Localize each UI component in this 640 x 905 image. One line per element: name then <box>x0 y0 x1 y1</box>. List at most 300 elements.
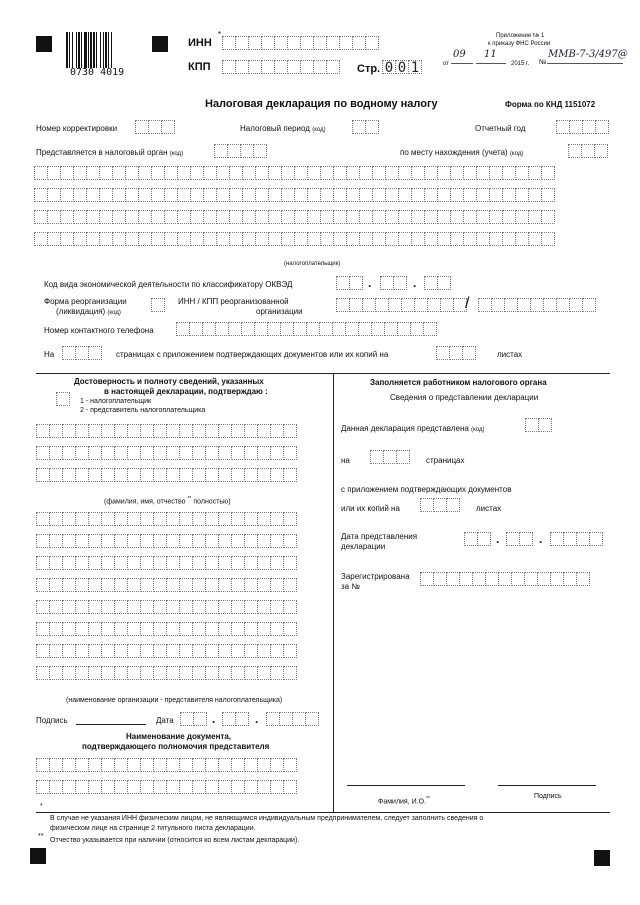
input-cell[interactable] <box>320 188 334 202</box>
input-cell[interactable] <box>179 600 193 614</box>
input-cell[interactable] <box>594 144 608 158</box>
input-cell[interactable] <box>589 532 603 546</box>
input-cell[interactable] <box>446 572 460 586</box>
input-cell[interactable] <box>34 166 48 180</box>
input-cell[interactable] <box>283 556 297 570</box>
input-cell[interactable] <box>280 322 294 336</box>
input-cell[interactable] <box>49 578 63 592</box>
input-cell[interactable] <box>114 556 128 570</box>
input-cell[interactable] <box>231 446 245 460</box>
input-cell[interactable] <box>268 166 282 180</box>
input-cell[interactable] <box>164 232 178 246</box>
input-cell[interactable] <box>99 188 113 202</box>
input-cell[interactable] <box>352 120 366 134</box>
input-cell[interactable] <box>161 120 175 134</box>
input-cell[interactable] <box>459 572 473 586</box>
input-cell[interactable] <box>218 446 232 460</box>
input-cell[interactable] <box>203 210 217 224</box>
input-cell[interactable] <box>489 166 503 180</box>
input-cell[interactable] <box>393 276 407 290</box>
input-cell[interactable] <box>279 712 293 726</box>
input-cell[interactable] <box>375 298 389 312</box>
input-cell[interactable] <box>49 644 63 658</box>
input-cell[interactable] <box>261 36 275 50</box>
input-cell[interactable] <box>179 622 193 636</box>
input-cell[interactable] <box>205 512 219 526</box>
input-cell[interactable] <box>140 600 154 614</box>
presented-code-cells[interactable] <box>525 418 551 432</box>
input-cell[interactable] <box>255 210 269 224</box>
input-cell[interactable] <box>36 780 50 794</box>
input-cell[interactable] <box>49 446 63 460</box>
input-cell[interactable] <box>127 600 141 614</box>
input-cell[interactable] <box>62 512 76 526</box>
org-row[interactable] <box>36 666 296 680</box>
input-cell[interactable] <box>218 644 232 658</box>
input-cell[interactable] <box>135 120 149 134</box>
input-cell[interactable] <box>62 780 76 794</box>
input-cell[interactable] <box>372 166 386 180</box>
reorg-form-cell[interactable] <box>151 298 164 312</box>
input-cell[interactable] <box>179 578 193 592</box>
input-cell[interactable] <box>244 644 258 658</box>
input-cell[interactable] <box>114 600 128 614</box>
input-cell[interactable] <box>166 780 180 794</box>
input-cell[interactable] <box>515 232 529 246</box>
input-cell[interactable] <box>101 468 115 482</box>
input-cell[interactable] <box>462 346 476 360</box>
input-cell[interactable] <box>179 424 193 438</box>
input-cell[interactable] <box>151 232 165 246</box>
input-cell[interactable] <box>257 512 271 526</box>
input-cell[interactable] <box>36 556 50 570</box>
input-cell[interactable] <box>476 188 490 202</box>
input-cell[interactable] <box>101 666 115 680</box>
input-cell[interactable] <box>433 498 447 512</box>
input-cell[interactable] <box>300 36 314 50</box>
input-cell[interactable] <box>270 534 284 548</box>
input-cell[interactable] <box>166 424 180 438</box>
input-cell[interactable] <box>242 188 256 202</box>
input-cell[interactable] <box>270 622 284 636</box>
input-cell[interactable] <box>49 758 63 772</box>
input-cell[interactable] <box>396 450 410 464</box>
okved-cells-1[interactable] <box>336 276 362 290</box>
org-row[interactable] <box>36 556 296 570</box>
input-cell[interactable] <box>528 232 542 246</box>
input-cell[interactable] <box>205 534 219 548</box>
input-cell[interactable] <box>411 166 425 180</box>
input-cell[interactable] <box>114 468 128 482</box>
input-cell[interactable] <box>385 188 399 202</box>
input-cell[interactable] <box>214 144 228 158</box>
input-cell[interactable] <box>515 188 529 202</box>
input-cell[interactable] <box>270 424 284 438</box>
input-cell[interactable] <box>424 188 438 202</box>
input-cell[interactable] <box>372 210 386 224</box>
input-cell[interactable] <box>216 188 230 202</box>
input-cell[interactable] <box>358 322 372 336</box>
input-cell[interactable] <box>504 298 518 312</box>
input-cell[interactable] <box>541 210 555 224</box>
input-cell[interactable] <box>229 166 243 180</box>
input-cell[interactable] <box>424 232 438 246</box>
input-cell[interactable] <box>257 666 271 680</box>
input-cell[interactable] <box>541 232 555 246</box>
input-cell[interactable] <box>346 188 360 202</box>
input-cell[interactable] <box>101 446 115 460</box>
input-cell[interactable] <box>515 166 529 180</box>
sign-date-month[interactable] <box>222 712 248 726</box>
input-cell[interactable] <box>231 512 245 526</box>
input-cell[interactable] <box>359 166 373 180</box>
input-cell[interactable] <box>333 210 347 224</box>
input-cell[interactable] <box>420 498 434 512</box>
input-cell[interactable] <box>62 424 76 438</box>
input-cell[interactable] <box>114 780 128 794</box>
input-cell[interactable] <box>235 36 249 50</box>
input-cell[interactable] <box>114 666 128 680</box>
input-cell[interactable] <box>383 450 397 464</box>
input-cell[interactable] <box>424 166 438 180</box>
input-cell[interactable] <box>244 622 258 636</box>
input-cell[interactable] <box>506 532 520 546</box>
input-cell[interactable] <box>242 232 256 246</box>
input-cell[interactable] <box>112 188 126 202</box>
input-cell[interactable] <box>433 572 447 586</box>
input-cell[interactable] <box>205 758 219 772</box>
input-cell[interactable] <box>437 188 451 202</box>
input-cell[interactable] <box>307 232 321 246</box>
input-cell[interactable] <box>140 578 154 592</box>
org-row[interactable] <box>36 600 296 614</box>
input-cell[interactable] <box>88 578 102 592</box>
input-cell[interactable] <box>268 188 282 202</box>
input-cell[interactable] <box>476 210 490 224</box>
input-cell[interactable] <box>333 188 347 202</box>
input-cell[interactable] <box>244 446 258 460</box>
input-cell[interactable] <box>270 758 284 772</box>
input-cell[interactable] <box>231 666 245 680</box>
input-cell[interactable] <box>257 556 271 570</box>
input-cell[interactable] <box>192 780 206 794</box>
input-cell[interactable] <box>101 578 115 592</box>
input-cell[interactable] <box>216 166 230 180</box>
input-cell[interactable] <box>270 666 284 680</box>
input-cell[interactable] <box>345 322 359 336</box>
input-cell[interactable] <box>411 232 425 246</box>
input-cell[interactable] <box>140 644 154 658</box>
input-cell[interactable] <box>88 644 102 658</box>
input-cell[interactable] <box>101 622 115 636</box>
input-cell[interactable] <box>437 166 451 180</box>
input-cell[interactable] <box>125 166 139 180</box>
okved-cells-3[interactable] <box>424 276 450 290</box>
input-cell[interactable] <box>568 144 582 158</box>
input-cell[interactable] <box>166 666 180 680</box>
input-cell[interactable] <box>319 322 333 336</box>
input-cell[interactable] <box>463 232 477 246</box>
input-cell[interactable] <box>138 188 152 202</box>
input-cell[interactable] <box>320 166 334 180</box>
input-cell[interactable] <box>218 780 232 794</box>
kpp-input-cells[interactable] <box>222 60 339 74</box>
input-cell[interactable] <box>270 578 284 592</box>
input-cell[interactable] <box>294 232 308 246</box>
input-cell[interactable] <box>192 578 206 592</box>
input-cell[interactable] <box>320 210 334 224</box>
input-cell[interactable] <box>423 322 437 336</box>
pages-count-cells[interactable] <box>62 346 101 360</box>
input-cell[interactable] <box>62 346 76 360</box>
input-cell[interactable] <box>424 210 438 224</box>
input-cell[interactable] <box>140 534 154 548</box>
input-cell[interactable] <box>75 556 89 570</box>
org-row[interactable] <box>36 644 296 658</box>
input-cell[interactable] <box>205 578 219 592</box>
input-cell[interactable] <box>101 600 115 614</box>
input-cell[interactable] <box>153 666 167 680</box>
input-cell[interactable] <box>166 622 180 636</box>
input-cell[interactable] <box>166 758 180 772</box>
input-cell[interactable] <box>218 578 232 592</box>
input-cell[interactable] <box>476 232 490 246</box>
input-cell[interactable] <box>300 60 314 74</box>
input-cell[interactable] <box>192 666 206 680</box>
input-cell[interactable] <box>164 166 178 180</box>
input-cell[interactable] <box>153 446 167 460</box>
input-cell[interactable] <box>339 36 353 50</box>
input-cell[interactable] <box>192 424 206 438</box>
input-cell[interactable] <box>60 210 74 224</box>
right-date-year[interactable] <box>550 532 602 546</box>
input-cell[interactable] <box>541 188 555 202</box>
input-cell[interactable] <box>75 758 89 772</box>
input-cell[interactable] <box>283 468 297 482</box>
input-cell[interactable] <box>177 232 191 246</box>
input-cell[interactable] <box>502 232 516 246</box>
input-cell[interactable] <box>47 210 61 224</box>
input-cell[interactable] <box>151 298 165 312</box>
input-cell[interactable] <box>73 232 87 246</box>
input-cell[interactable] <box>47 232 61 246</box>
input-cell[interactable] <box>34 232 48 246</box>
input-cell[interactable] <box>372 188 386 202</box>
input-cell[interactable] <box>420 572 434 586</box>
input-cell[interactable] <box>205 666 219 680</box>
input-cell[interactable] <box>75 622 89 636</box>
input-cell[interactable] <box>257 622 271 636</box>
officer-fio-line[interactable] <box>347 785 465 786</box>
input-cell[interactable] <box>244 600 258 614</box>
input-cell[interactable] <box>205 600 219 614</box>
input-cell[interactable] <box>229 188 243 202</box>
input-cell[interactable] <box>99 166 113 180</box>
input-cell[interactable] <box>75 446 89 460</box>
input-cell[interactable] <box>153 424 167 438</box>
input-cell[interactable] <box>437 210 451 224</box>
input-cell[interactable] <box>127 512 141 526</box>
input-cell[interactable] <box>437 276 451 290</box>
input-cell[interactable] <box>114 534 128 548</box>
input-cell[interactable] <box>550 572 564 586</box>
input-cell[interactable] <box>336 276 350 290</box>
input-cell[interactable] <box>62 578 76 592</box>
input-cell[interactable] <box>88 534 102 548</box>
input-cell[interactable] <box>498 572 512 586</box>
input-cell[interactable] <box>127 424 141 438</box>
input-cell[interactable] <box>281 210 295 224</box>
input-cell[interactable] <box>177 210 191 224</box>
input-cell[interactable] <box>436 346 450 360</box>
input-cell[interactable] <box>148 120 162 134</box>
input-cell[interactable] <box>34 188 48 202</box>
input-cell[interactable] <box>62 468 76 482</box>
input-cell[interactable] <box>218 534 232 548</box>
input-cell[interactable] <box>88 556 102 570</box>
input-cell[interactable] <box>153 780 167 794</box>
input-cell[interactable] <box>75 346 89 360</box>
input-cell[interactable] <box>49 512 63 526</box>
input-cell[interactable] <box>125 232 139 246</box>
input-cell[interactable] <box>270 644 284 658</box>
input-cell[interactable] <box>530 298 544 312</box>
input-cell[interactable] <box>231 578 245 592</box>
input-cell[interactable] <box>410 322 424 336</box>
input-cell[interactable] <box>242 210 256 224</box>
input-cell[interactable] <box>192 556 206 570</box>
input-cell[interactable] <box>380 276 394 290</box>
input-cell[interactable] <box>349 298 363 312</box>
input-cell[interactable] <box>582 298 596 312</box>
input-cell[interactable] <box>99 232 113 246</box>
input-cell[interactable] <box>62 758 76 772</box>
input-cell[interactable] <box>270 556 284 570</box>
input-cell[interactable] <box>257 600 271 614</box>
right-date-month[interactable] <box>506 532 532 546</box>
input-cell[interactable] <box>346 232 360 246</box>
input-cell[interactable] <box>543 298 557 312</box>
input-cell[interactable] <box>235 60 249 74</box>
input-cell[interactable] <box>231 644 245 658</box>
input-cell[interactable] <box>242 166 256 180</box>
input-cell[interactable] <box>49 780 63 794</box>
input-cell[interactable] <box>114 512 128 526</box>
input-cell[interactable] <box>248 36 262 50</box>
input-cell[interactable] <box>127 578 141 592</box>
input-cell[interactable] <box>287 36 301 50</box>
input-cell[interactable] <box>244 758 258 772</box>
input-cell[interactable] <box>36 424 50 438</box>
input-cell[interactable] <box>151 210 165 224</box>
input-cell[interactable] <box>257 578 271 592</box>
input-cell[interactable] <box>47 188 61 202</box>
input-cell[interactable] <box>75 600 89 614</box>
input-cell[interactable] <box>305 712 319 726</box>
input-cell[interactable] <box>166 468 180 482</box>
input-cell[interactable] <box>550 532 564 546</box>
input-cell[interactable] <box>75 424 89 438</box>
input-cell[interactable] <box>62 622 76 636</box>
input-cell[interactable] <box>177 166 191 180</box>
input-cell[interactable] <box>502 188 516 202</box>
input-cell[interactable] <box>281 166 295 180</box>
input-cell[interactable] <box>385 166 399 180</box>
input-cell[interactable] <box>385 210 399 224</box>
input-cell[interactable] <box>56 392 70 406</box>
input-cell[interactable] <box>36 758 50 772</box>
org-row[interactable] <box>36 512 296 526</box>
input-cell[interactable] <box>362 298 376 312</box>
phone-cells[interactable] <box>176 322 436 336</box>
input-cell[interactable] <box>127 446 141 460</box>
input-cell[interactable] <box>385 232 399 246</box>
input-cell[interactable] <box>101 512 115 526</box>
input-cell[interactable] <box>397 322 411 336</box>
input-cell[interactable] <box>192 468 206 482</box>
input-cell[interactable] <box>140 446 154 460</box>
input-cell[interactable] <box>216 232 230 246</box>
fio-row[interactable] <box>36 446 296 460</box>
input-cell[interactable] <box>517 298 531 312</box>
input-cell[interactable] <box>99 210 113 224</box>
fio-row[interactable] <box>36 424 296 438</box>
input-cell[interactable] <box>281 188 295 202</box>
input-cell[interactable] <box>189 322 203 336</box>
input-cell[interactable] <box>519 532 533 546</box>
input-cell[interactable] <box>528 210 542 224</box>
input-cell[interactable] <box>450 166 464 180</box>
input-cell[interactable] <box>60 166 74 180</box>
input-cell[interactable] <box>270 446 284 460</box>
input-cell[interactable] <box>240 144 254 158</box>
input-cell[interactable] <box>127 780 141 794</box>
input-cell[interactable] <box>205 644 219 658</box>
input-cell[interactable] <box>151 188 165 202</box>
input-cell[interactable] <box>190 166 204 180</box>
input-cell[interactable] <box>582 120 596 134</box>
input-cell[interactable] <box>255 188 269 202</box>
input-cell[interactable] <box>166 512 180 526</box>
input-cell[interactable] <box>192 600 206 614</box>
input-cell[interactable] <box>166 644 180 658</box>
input-cell[interactable] <box>101 534 115 548</box>
input-cell[interactable] <box>528 166 542 180</box>
input-cell[interactable] <box>86 166 100 180</box>
input-cell[interactable] <box>114 644 128 658</box>
input-cell[interactable] <box>270 780 284 794</box>
input-cell[interactable] <box>424 276 438 290</box>
input-cell[interactable] <box>595 120 609 134</box>
input-cell[interactable] <box>511 572 525 586</box>
input-cell[interactable] <box>75 578 89 592</box>
input-cell[interactable] <box>254 322 268 336</box>
input-cell[interactable] <box>114 758 128 772</box>
input-cell[interactable] <box>140 666 154 680</box>
input-cell[interactable] <box>62 534 76 548</box>
input-cell[interactable] <box>266 712 280 726</box>
input-cell[interactable] <box>73 188 87 202</box>
input-cell[interactable] <box>281 232 295 246</box>
org-row[interactable] <box>36 578 296 592</box>
input-cell[interactable] <box>179 446 193 460</box>
input-cell[interactable] <box>205 556 219 570</box>
location-cells[interactable] <box>568 144 607 158</box>
input-cell[interactable] <box>101 644 115 658</box>
input-cell[interactable] <box>231 758 245 772</box>
input-cell[interactable] <box>257 780 271 794</box>
input-cell[interactable] <box>101 758 115 772</box>
